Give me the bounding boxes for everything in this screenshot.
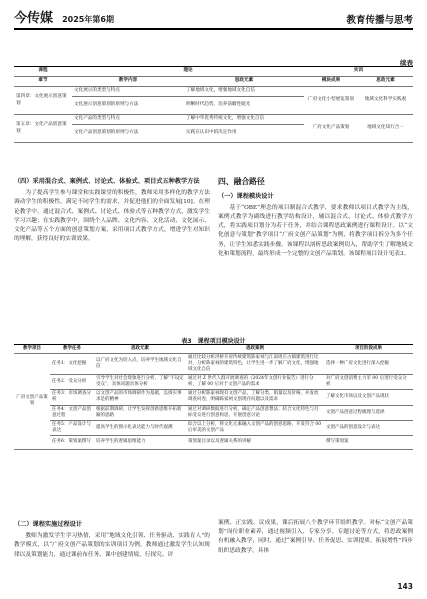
table-header: 思政元素 <box>358 77 413 87</box>
table-cell: 了解地域文化，增强地域文化自信 <box>184 87 304 97</box>
page-header <box>14 6 413 30</box>
table-row <box>14 115 413 125</box>
body-paragraph: 教师为激发学生学习热情，采用“地域文化引领、任务驱动、实践育人”的教学模式，以“广府文创产品策划的实训项目为例，教师通过激发学生认知规律以及策划能力，通过课前布任务、课中创建情境、行探究、评 <box>14 533 210 558</box>
table-cell: 提高学生的图示化表达能力与时代观测 <box>94 420 186 435</box>
table-cell: 撰写策划案 <box>324 435 413 449</box>
table-cell: 以广府文化为切入点，培养学生地域文化自信 <box>94 354 186 375</box>
table-cell: 通过比较分析洪桥开府传统建筑陈家祠与江南周庄古镇建筑进行比对，分析陈家祠的建筑特色，让学生进一步了解广府文化，增强地域文化自信 <box>186 354 324 375</box>
table-cell: 文创产品的创意设计与表达 <box>324 420 413 435</box>
table-cell: 第五章：文化产品创意策划 <box>14 115 72 143</box>
table-row <box>14 435 413 449</box>
table-cell: 文化展示创意策划的原则与方法 <box>72 97 184 115</box>
table-cell: 通过对 Z 世代人群开展调查的《2024年文创行业报告》进行分析，了解 00 后对于文创产品的需求 <box>186 375 324 390</box>
table-cell: 任务2：受众分析 <box>50 375 94 390</box>
table-2-continued <box>14 66 413 143</box>
table-3 <box>14 344 413 450</box>
table-header-row <box>14 77 413 87</box>
journal-brand: 今传媒 <box>14 11 54 26</box>
subsection-heading: （四）采用混合式、案例式、讨论式、体验式、项目式五种教学方法 <box>14 178 200 185</box>
subsection-heading: （一）课程模块设计 <box>218 192 274 200</box>
table-3-caption: 表3 课程项目模块设计 <box>181 338 246 345</box>
body-paragraph: 为了提高学生参与课堂和实践课堂的积极性，教师采用多样化的教学方法调动学生的积极性，满足不同学生的需求，并促进他们的全面发展[10]。在理论教学中，通过混合式、案例式、讨论式、体验式等五种教学方式，激发学生学习兴趣；在实践教学中，围绕个人品牌、文化内容、文化活动、文化展示、文化产品等五个方面的创意策划方案，采用项目式教学方式，增进学生对知识的理解，获得良好的实训效果。 <box>14 190 210 243</box>
issue-label: 2025年第6期 <box>62 15 114 24</box>
table-cell: 引导学生对社会现象进行分析，了解“不设定受众”，具体问题具体分析 <box>94 375 186 390</box>
table-header-row <box>14 345 413 354</box>
table-cell: 根据前期调研，让学生发挥创新思维开拓新颖的思路 <box>94 405 186 420</box>
table-header: 思政元素 <box>94 345 186 354</box>
subsection-heading: （二）课程实施过程设计 <box>14 521 83 528</box>
section-heading: 四、融合路径 <box>218 177 265 186</box>
table-header: 实训 <box>304 67 413 77</box>
table-cell: 任务6：策划案撰写 <box>50 435 94 449</box>
table-cell: 文创产品创意过程梳理与选择 <box>324 405 413 420</box>
table-header: 理论 <box>72 67 304 77</box>
table-cell: 了解中华优秀传统文化，增强文化自信 <box>184 115 304 125</box>
body-paragraph: 基于“OBE”理念的项目制混合式教学，要求教师以项目式教学为主线，案例式教学为副线进行教学结构设计，辅以混合式、讨论式、体验式教学方式，将实践项目划分为若干任务，并结合课程思政案例进行课程设计。以“文化创意与策划”教学项目“广府文创产品策划”为例，将教学项目拆分为多个任务，让学生知悉实践步骤。该课程以剖析思政案例切入，帮助学生了解地域文化和策划流程，最终形成一个完整的文创产品策划。该课程项目设计见表3。 <box>218 204 413 257</box>
table-cell: 以文创产品的市场调研作为基础，弘扬实事求是的精神 <box>94 390 186 405</box>
table-cell: 任务1：文化挖掘 <box>50 354 94 375</box>
table-cell: 实践在认识中的决定作用 <box>184 125 304 143</box>
table-cell: 任务4：文创产品创意过程 <box>50 405 94 420</box>
table-row <box>14 390 413 405</box>
table-cell: 任务3：市场调查分析 <box>50 390 94 405</box>
table-cell: 地域文化知行合一 <box>358 115 413 143</box>
table-header: 教学内容 <box>72 77 184 87</box>
table-cell: 策划案目录以及逻辑关系的讲解 <box>186 435 324 449</box>
right-column-bottom <box>218 519 413 556</box>
table-cell: 文化产品的类型与特点 <box>72 115 184 125</box>
table-cell: 选择一种广府文化进行深入挖掘 <box>324 354 413 375</box>
table-header: 教学项目 <box>14 345 50 354</box>
table-row <box>14 375 413 390</box>
table-header: 课程 <box>14 67 72 77</box>
table-row <box>14 405 413 420</box>
right-column <box>218 176 413 259</box>
table-header: 项目阶段成果 <box>324 345 413 354</box>
table-cell: 广府文化产品策划 <box>304 115 358 143</box>
table-cell: 了解文化市场以及文创产品现状 <box>324 390 413 405</box>
table-cell: 通过对调研数据进行分析，确定产品创意想法；结合文化特色与目标受众进行创意构思，开展创意讨论 <box>186 405 324 420</box>
table-cell: 第四章：文化展示创意策划 <box>14 87 72 115</box>
table-row <box>14 354 413 375</box>
body-paragraph: 案例、正实践、议成果，课后拓展八个教学环节组织教学。对标“文创产品策划”岗位职业素养，通过视频引入、专家分享、专题讨论等方式，将思政案例有机融入教学，同时，通过“案例引导、任务促思、实训提质、拓展增性”四步组织思政教学，具体 <box>218 520 413 554</box>
project-cell: 广府文创产品策划 <box>14 354 50 450</box>
page-number: 143 <box>397 582 413 591</box>
left-column-bottom <box>14 519 210 560</box>
table-row <box>14 420 413 435</box>
table-continued-label: 续表 <box>400 59 413 67</box>
journal-brand-block <box>14 7 114 26</box>
table-cell: 通过分析陈家祠现有文创产品，了解分类、销量以及价格，并发放调查问卷，明确陈家祠文创现存问题以及需求 <box>186 390 324 405</box>
table-cell: 文化产品创意策划的原则与方法 <box>72 125 184 143</box>
table-header: 教学任务 <box>50 345 94 354</box>
table-header: 思政案例 <box>186 345 324 354</box>
table-cell: 综合以上分析，将文化元素融入文创产品的创意思路，开发符合 00 后审美的文创产品 <box>186 420 324 435</box>
section-name: 教育传播与思考 <box>346 15 413 26</box>
table-cell: 地域文化科学实践观 <box>358 87 413 115</box>
table-cell: 广府文化小型展览策划 <box>304 87 358 115</box>
table-cell: 对广府文创消费主力军 00 后进行受众分析 <box>324 375 413 390</box>
table-header: 思政元素 <box>184 77 304 87</box>
table-row <box>14 87 413 97</box>
table-header: 章节 <box>14 77 72 87</box>
table-cell: 明晰时代趋势，培养前瞻性眼光 <box>184 97 304 115</box>
table-header-row <box>14 67 413 77</box>
table-cell: 文化展示的类型与特点 <box>72 87 184 97</box>
left-column <box>14 176 210 244</box>
table-cell: 任务5：产品设计与表达 <box>50 420 94 435</box>
table-cell: 培养学生的逻辑思维能力 <box>94 435 186 449</box>
table-header: 模块成果 <box>304 77 358 87</box>
